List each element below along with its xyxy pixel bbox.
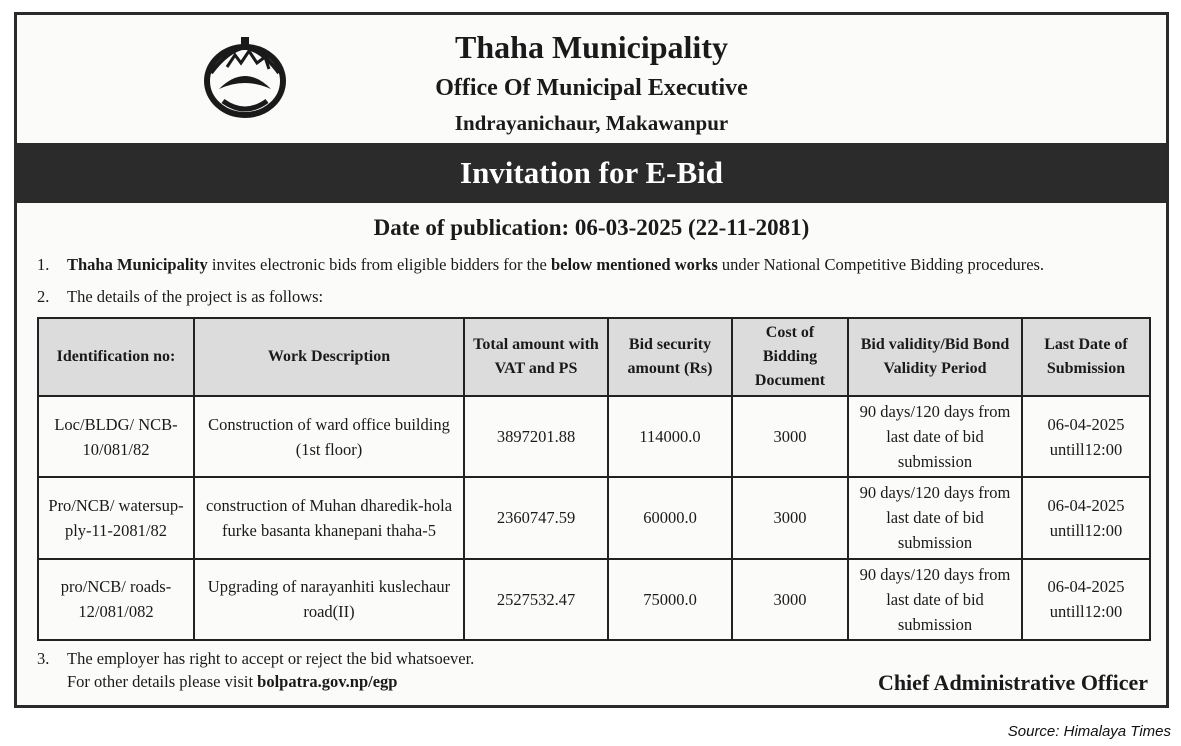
cell-identification: Pro/NCB/ watersup- ply-11-2081/82	[38, 477, 194, 558]
table-row	[38, 396, 1150, 477]
cell-work-description: Upgrading of narayanhiti kuslechaur road(II)	[194, 559, 464, 640]
point-2	[37, 287, 323, 307]
cell-cost-document: 3000	[732, 559, 848, 640]
point-1-number: 1.	[37, 255, 50, 274]
cell-cost-document: 3000	[732, 396, 848, 477]
header-work-description: Work Description	[194, 318, 464, 396]
header-last-date: Last Date of Submission	[1022, 318, 1150, 396]
notice-frame	[14, 12, 1169, 708]
point-3-number: 3.	[37, 649, 50, 668]
point-2-text: The details of the project is as follows:	[67, 287, 324, 306]
invitation-banner: Invitation for E-Bid	[17, 143, 1166, 203]
point-3	[37, 647, 474, 693]
cell-last-date: 06-04-2025 untill12:00	[1022, 559, 1150, 640]
cell-total-amount: 2527532.47	[464, 559, 608, 640]
cell-bid-security: 114000.0	[608, 396, 732, 477]
municipality-name: Thaha Municipality	[455, 29, 728, 65]
publication-date: Date of publication: 06-03-2025 (22-11-2081)	[373, 215, 810, 240]
cell-work-description: Construction of ward office building (1st floor)	[194, 396, 464, 477]
table-header-row	[38, 318, 1150, 396]
point-1-bold-c: below mentioned works	[550, 255, 718, 274]
table-row	[38, 559, 1150, 640]
cell-total-amount: 3897201.88	[464, 396, 608, 477]
point-1-text-b: invites electronic bids from eligible bidders for the	[207, 255, 551, 274]
cell-bid-validity: 90 days/120 days from last date of bid submission	[848, 559, 1022, 640]
cell-last-date: 06-04-2025 untill12:00	[1022, 396, 1150, 477]
point-1-bold-a: Thaha Municipality	[67, 255, 208, 274]
cell-bid-security: 75000.0	[608, 559, 732, 640]
point-1-text-d: under National Competitive Bidding procedures.	[717, 255, 1045, 274]
cell-last-date: 06-04-2025 untill12:00	[1022, 477, 1150, 558]
header-bid-validity: Bid validity/Bid Bond Validity Period	[848, 318, 1022, 396]
source-credit: Source: Himalaya Times	[1007, 723, 1171, 740]
table-row	[38, 477, 1150, 558]
cell-bid-validity: 90 days/120 days from last date of bid submission	[848, 477, 1022, 558]
cell-total-amount: 2360747.59	[464, 477, 608, 558]
office-address: Indrayanichaur, Makawanpur	[454, 111, 729, 135]
egp-link[interactable]: bolpatra.gov.np/egp	[257, 672, 398, 691]
header-total-amount: Total amount with VAT and PS	[464, 318, 608, 396]
header-bid-security: Bid security amount (Rs)	[608, 318, 732, 396]
notice-header	[17, 15, 1166, 143]
cell-cost-document: 3000	[732, 477, 848, 558]
point-1	[37, 255, 1044, 275]
cell-bid-security: 60000.0	[608, 477, 732, 558]
header-cost-document: Cost of Bidding Document	[732, 318, 848, 396]
signature-title: Chief Administrative Officer	[877, 670, 1148, 695]
works-table	[37, 317, 1151, 641]
cell-work-description: construction of Muhan dharedik-hola furke basanta khanepani thaha-5	[194, 477, 464, 558]
header-identification: Identification no:	[38, 318, 194, 396]
point-2-number: 2.	[37, 287, 50, 306]
cell-identification: pro/NCB/ roads-12/081/082	[38, 559, 194, 640]
point-3-line-1: The employer has right to accept or reject the bid whatsoever.	[67, 649, 475, 668]
cell-bid-validity: 90 days/120 days from last date of bid submission	[848, 396, 1022, 477]
point-3-line-2: For other details please visit	[67, 672, 258, 691]
cell-identification: Loc/BLDG/ NCB-10/081/82	[38, 396, 194, 477]
office-name: Office Of Municipal Executive	[435, 75, 748, 101]
